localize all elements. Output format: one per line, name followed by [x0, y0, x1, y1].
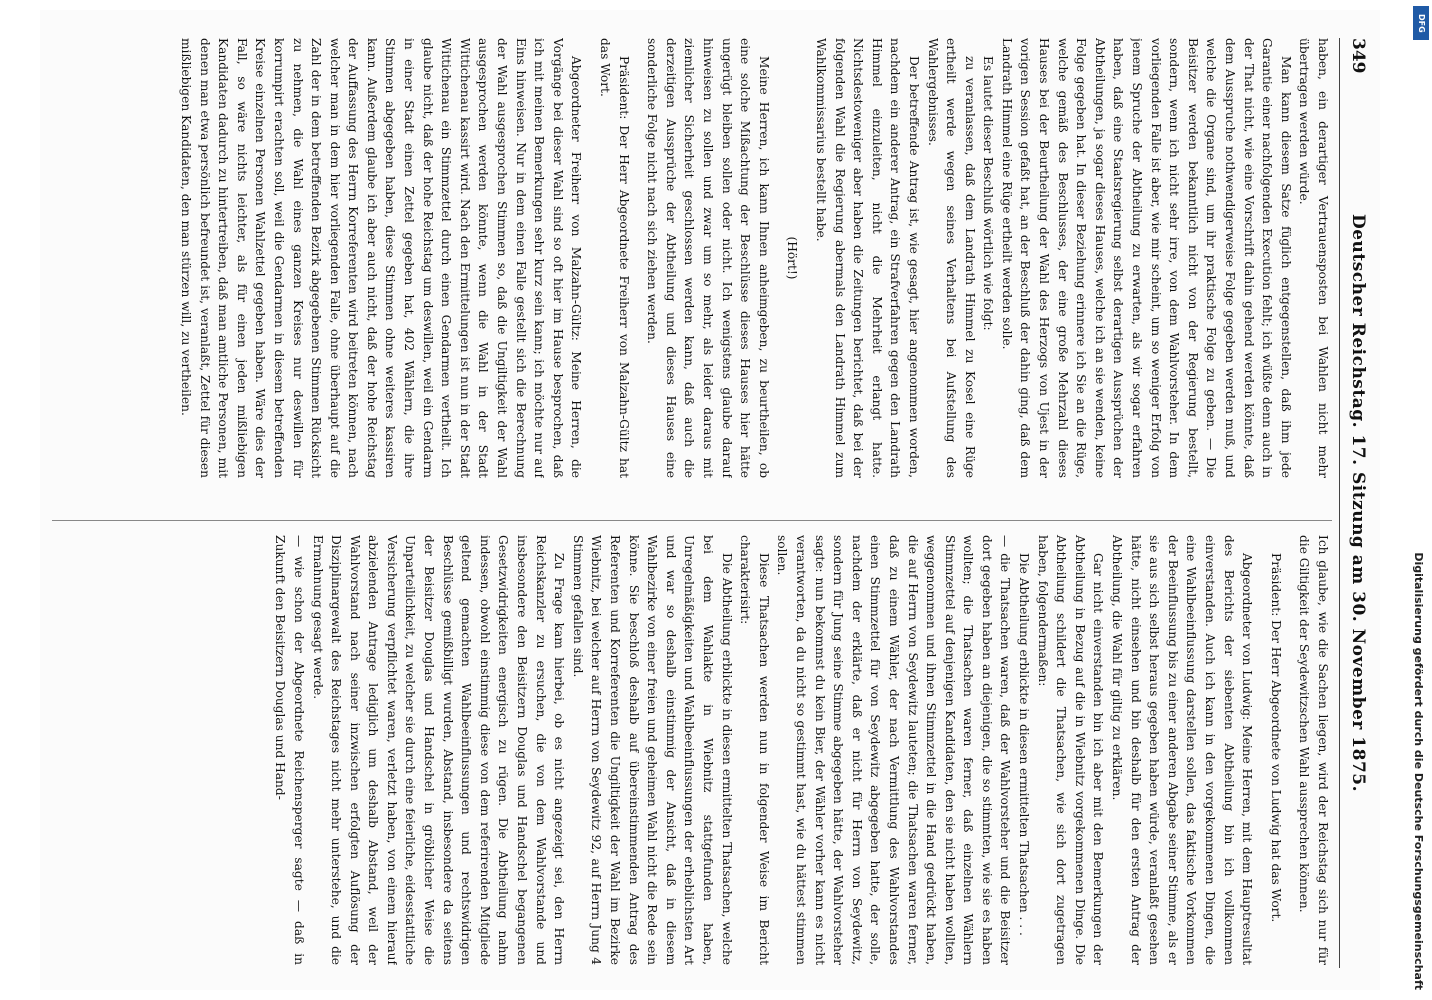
interjection: (Hört!) [785, 236, 800, 280]
right-column [52, 520, 1332, 965]
quote-paragraph: Zu Frage kam hierbei, ob es nicht angezeigt sei, den Herrn Reichskanzler zu ersuchen, die von dem Wahlvorstande und insbesondere den Beisitzern Douglas und Handschel begangenen Gesetzwidrigkeiten energisch zu rügen. Die Abtheilung nahm indessen, obwohl einstimmig diese von dem referirenden Mitgliede geltend gemachten Wahlbeeinflussungen und rechtswidrigen Beschlüsse gemißbilligt wurden, Abstand, insbesondere da seitens der Beisitzer Douglas und Handschel in gröblicher Weise die Unparteilichkeit, zu welcher sie durch eine feierliche, eidesstattliche Versicherung verpflichtet waren, verletzt haben, von einem hierauf abzielenden Antrage lediglich um deshalb Abstand, weil der Wahlvorstand nach seiner inzwischen erfolgten Auflösung der Disziplinargewalt des Reichstages nicht mehr unterstehe, und die Ermahnung gesagt werde. [310, 535, 567, 965]
left-column [52, 38, 1332, 478]
paragraph: Es lautet dieser Beschluß wörtlich wie folgt: [981, 56, 996, 331]
paragraph: — wie schon der Abgeordnete Reichensperger sagte — daß in Zukunft den Beisitzern Douglas und Hand- [273, 535, 306, 965]
paragraph: Abgeordneter von Ludwig: Meine Herren, mit dem Hauptresultat des Berichts der siebenten Abtheilung bin ich vollkommen einverstanden. Auch ich kann in den vorgekommenen Dingen, die eine Wahlbeeinflussung darstellen sollen, das faktische Vorkommen der Beeinflussung bis zu einer anderen Abgabe seiner Stimme, als er sie aus sich selbst heraus gegeben haben würde, veranlaßt gesehen hätte, nicht einsehen und bin deshalb für den ersten Antrag der Abtheilung, die Wahl für giltig zu erklären. [1110, 535, 1255, 965]
president-remark: Präsident: Der Herr Abgeordnete Freiherr von Malzahn-Gültz hat das Wort. [598, 38, 631, 478]
page-number: 349 [1348, 38, 1368, 74]
paragraph: Abgeordneter Freiherr von Malzahn-Gültz: Meine Herren, die Vorgänge bei dieser Wahl sind so oft hier im Hause besprochen, daß ich mit meinen Bemerkungen sehr kurz sein kann; ich möchte nur auf Eins hinweisen. Nur in dem einen Falle gestellt sich die Berechnung der Wahl ausgesprochen Stimmen so, daß die Ungiltigkeit der Wahl ausgesprochen werden könnte, wenn die Wahl in der Stadt Wittichenau kassirt wird. Nach den Ermittelungen ist nun in der Stadt Wittichenau ein Stimmzettel durch einen Gendarmen vertheilt. Ich glaube nicht, daß der hohe Reichstag um deswillen, weil ein Gendarm in einer Stadt einen Zettel gegeben hat, 402 Wählern, die ihre Stimmen abgegeben haben, diese Stimmen ohne weiteres kassiren kann. Außerdem glaube ich aber auch nicht, daß der hohe Reichstag der Auffassung des Herrn Korreferenten wird beitreten können, nach welcher man in dem hier vorliegenden Falle, ohne überhaupt auf die Zahl der in dem betreffenden Bezirk abgegebenen Stimmen Rücksicht zu nehmen, die Wahl eines ganzen Kreises nur deswillen für korrumpirt erachten soll, weil die Gendarmen in diesem betreffenden Kreise einzelnen Personen Wahlzettel gegeben haben. Wäre dies der Fall, so wäre nichts leichter, als für einen jeden mißliebigen Kandidaten dadurch zu hintertreiben, daß man amtliche Personen, mit denen man etwa persönlich befreundet ist, veranlaßt, Zettel für diesen mißliebigen Kandidaten, den man stürzen will, zu vertheilen. [178, 38, 584, 478]
dfg-logo: DFG [1413, 6, 1429, 40]
quote-paragraph: Die Abtheilung erblickte in diesen ermittelten Thatsachen, welche bei dem Wahlakte in Wiebnitz stattgefunden haben, Unregelmäßigkeiten und Wahlbeeinflussungen der erheblichsten Art und war so deshalb einstimmig der Ansicht, daß in diesem Wahlbezirke von einer freien und geheimen Wahl nicht die Rede sein könne. Sie beschloß deshalb auf übereinstimmenden Antrag des Referenten und Korreferenten die Ungiltigkeit der Wahl im Bezirke Wiebnitz, bei welcher auf Herrn von Seydewitz 92, auf Herrn Jung 4 Stimmen gefallen sind. [570, 535, 734, 965]
page-header [1339, 38, 1374, 968]
side-notice [1408, 10, 1428, 990]
page-title: Deutscher Reichstag. 17. Sitzung am 30. November 1875. [1348, 213, 1368, 793]
paragraph: Man kann diesem Satze füglich entgegenstellen, daß ihm jede Garantie einer nachfolgenden Execution fehlt; ich wüßte denn auch in der That nicht, wie eine Vorschrift dahin gehend werden könnte, daß dem Ausspruche nothwendigerweise Folge gegeben werden muß, und welche die Organe sind, um ihr praktische Folge zu geben. — Die Beisitzer werden bekanntlich nicht von der Regierung bestellt, sondern, wenn ich nicht sehr irre, von dem Wahlvorsteher. In dem vorliegenden Falle ist aber, wie mir scheint, um so weniger Erfolg von jenem Spruche der Abtheilung zu erwarten, als wir sogar erfahren haben, daß eine Staatsregierung selbst derartigen Aussprüchen der Abtheilungen, ja sogar dieses Hauses, welche ich an sie wenden, keine Folge gegeben hat. In dieser Beziehung erinnere ich Sie an die Rüge, welche gemäß des Beschlusses, der eine große Mehrzahl dieses Hauses bei der Beurtheilung der Wahl des Herzogs von Ujest in der vorigen Session gefaßt hat, an der Beschluß der dahin ging, daß dem Landrath Himmel eine Rüge ertheilt werden solle. [999, 38, 1293, 478]
quote-paragraph: zu veranlassen, daß dem Landrath Himmel zu Kosel eine Rüge ertheilt werde wegen seines Verhaltens bei Aufstellung des Wahlergebnisses. [925, 38, 977, 478]
paragraph: Gar nicht einverstanden bin ich aber mit den Bemerkungen der Abtheilung in Bezug auf die in Wiebnitz vorgekommenen Dinge. Die Abtheilung schildert die Thatsachen, wie sich dort zugetragen haben, folgendermaßen: [1035, 535, 1106, 965]
paragraph: — die Thatsachen waren, daß der Wahlvorsteher und die Beisitzer dort gegeben haben an diejenigen, die so stimmten, wie sie es haben wollten; die Thatsachen waren ferner, daß einzelnen Wählern Stimmzettel auf denjenigen Kandidaten, den sie nicht haben wollten, weggenommen und ihnen Stimmzettel in die Hand gedrückt haben, die auf Herrn von Seydewitz lauteten; die Thatsachen waren ferner, daß zu einem Wähler, der nach Vermittlung des Wahlvorstandes einen Stimmzettel für von Seydewitz abgegeben hatte, der solle, nachdem der erklärte, daß er nicht für Herrn von Seydewitz, sondern für Jung seine Stimme abgegeben hätte, der Wahlvorsteher sagte: nun bekommst du kein Bier, der Wähler vorher kann es nicht verantworten, da du nicht so gestimmt hast, wie du hättest stimmen sollen. [775, 535, 1013, 965]
paragraph: Der betreffende Antrag ist, wie gesagt, hier angenommen worden, nachdem ein anderer Antrag, ein Strafverfahren gegen den Landrath Himmel einzuleiten, nicht die Mehrheit erlangt hatte. Nichtsdestoweniger aber haben die Zeitungen berichtet, daß bei der folgenden Wahl die Regierung abermals den Landrath Himmel zum Wahlkommissarius bestellt habe. [813, 38, 921, 478]
quote-paragraph: Die Abtheilung erblickte in diesen ermittelten Thatsachen . . . [1017, 553, 1032, 936]
president-remark: Präsident: Der Herr Abgeordnete von Ludwig hat das Wort. [1268, 553, 1283, 923]
paragraph: Meine Herren, ich kann Ihnen anheimgeben, zu beurtheilen, ob eine solche Mißachtung der Beschlüsse dieses Hauses hier hätte ungerügt bleiben sollen oder nicht. Ich wenigstens glaube darauf hinweisen zu sollen und zwar um so mehr, als leider daraus mit ziemlicher Sicherheit geschlossen werden kann, daß auch die derzeitigen Aussprüche der Abtheilung und dieses Hauses eine sonderliche Folge nicht nach sich ziehen werden. [645, 38, 771, 478]
paragraph: haben, ein derartiger Vertrauensposten bei Wahlen nicht mehr übertragen werden würde. [1297, 38, 1330, 478]
funding-notice: Digitalisierung gefördert durch die Deutsche Forschungsgemeinschaft [1412, 552, 1425, 990]
scanned-page [40, 10, 1380, 990]
paragraph: Ich glaube, wie die Sachen liegen, wird der Reichstag sich nur für die Giltigkeit der Seydewitzschen Wahl aussprechen können. [1297, 535, 1330, 965]
paragraph: Diese Thatsachen werden nun in folgender Weise im Bericht charakterisirt: [738, 535, 771, 965]
